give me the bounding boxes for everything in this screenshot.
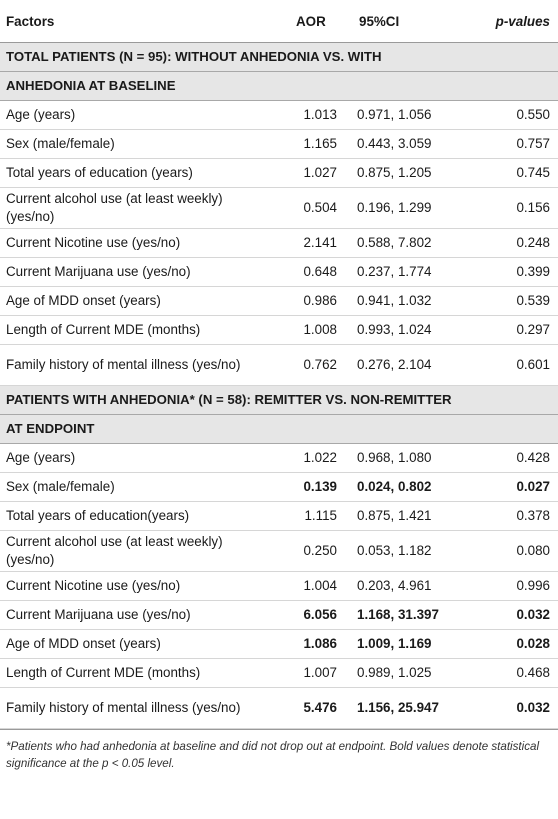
table-footnote: *Patients who had anhedonia at baseline and did not drop out at endpoint. Bold values denote statistical significance at the p < 0.05 level.: [0, 729, 558, 772]
section2-line1: PATIENTS WITH ANHEDONIA* (N = 58): REMITTER VS. NON-REMITTER: [0, 386, 558, 415]
pvalue-cell: 0.601: [460, 345, 558, 386]
section-header: [0, 386, 558, 415]
factor-cell: Sex (male/female): [0, 130, 276, 159]
pvalue-cell: 0.032: [460, 601, 558, 630]
table-row: [0, 345, 558, 386]
pvalue-cell: 0.156: [460, 188, 558, 229]
section1-line1: TOTAL PATIENTS (N = 95): WITHOUT ANHEDONIA VS. WITH: [0, 43, 558, 72]
table-row: [0, 659, 558, 688]
factor-cell: Length of Current MDE (months): [0, 316, 276, 345]
pvalue-cell: 0.428: [460, 444, 558, 473]
pvalue-cell: 0.027: [460, 473, 558, 502]
table-row: [0, 630, 558, 659]
ci-cell: 0.588, 7.802: [343, 229, 460, 258]
ci-cell: 1.156, 25.947: [343, 688, 460, 729]
pvalue-cell: 0.032: [460, 688, 558, 729]
ci-cell: 1.168, 31.397: [343, 601, 460, 630]
table-row: [0, 601, 558, 630]
aor-cell: 0.250: [276, 531, 343, 572]
header-factors: Factors: [0, 0, 276, 43]
factor-cell: Current Nicotine use (yes/no): [0, 229, 276, 258]
section1-line2: ANHEDONIA AT BASELINE: [0, 72, 558, 101]
aor-cell: 6.056: [276, 601, 343, 630]
aor-cell: 0.648: [276, 258, 343, 287]
ci-cell: 0.443, 3.059: [343, 130, 460, 159]
ci-cell: 0.968, 1.080: [343, 444, 460, 473]
header-row: [0, 0, 558, 43]
pvalue-cell: 0.996: [460, 572, 558, 601]
ci-cell: 0.875, 1.205: [343, 159, 460, 188]
aor-cell: 1.013: [276, 101, 343, 130]
pvalue-cell: 0.248: [460, 229, 558, 258]
pvalue-cell: 0.028: [460, 630, 558, 659]
factor-cell: Age of MDD onset (years): [0, 630, 276, 659]
pvalue-cell: 0.080: [460, 531, 558, 572]
pvalue-cell: 0.297: [460, 316, 558, 345]
table-row: [0, 130, 558, 159]
table-row: [0, 444, 558, 473]
section2-line2: AT ENDPOINT: [0, 415, 558, 444]
factor-cell: Current Marijuana use (yes/no): [0, 601, 276, 630]
section-header: [0, 72, 558, 101]
factor-cell: Current Marijuana use (yes/no): [0, 258, 276, 287]
aor-cell: 1.027: [276, 159, 343, 188]
ci-cell: 0.971, 1.056: [343, 101, 460, 130]
table-row: [0, 159, 558, 188]
table-row: [0, 188, 558, 229]
factor-cell: Total years of education(years): [0, 502, 276, 531]
aor-cell: 2.141: [276, 229, 343, 258]
aor-cell: 0.504: [276, 188, 343, 229]
table-row: [0, 572, 558, 601]
table-row: [0, 688, 558, 729]
factor-cell: Age (years): [0, 444, 276, 473]
table-row: [0, 229, 558, 258]
aor-cell: 0.139: [276, 473, 343, 502]
ci-cell: 0.237, 1.774: [343, 258, 460, 287]
factor-cell: Current Nicotine use (yes/no): [0, 572, 276, 601]
pvalue-cell: 0.378: [460, 502, 558, 531]
table-row: [0, 531, 558, 572]
aor-cell: 1.022: [276, 444, 343, 473]
table-row: [0, 287, 558, 316]
aor-cell: 0.762: [276, 345, 343, 386]
header-ci: 95%CI: [343, 0, 460, 43]
pvalue-cell: 0.539: [460, 287, 558, 316]
aor-cell: 0.986: [276, 287, 343, 316]
factor-cell: Length of Current MDE (months): [0, 659, 276, 688]
aor-cell: 1.008: [276, 316, 343, 345]
factor-cell: Age (years): [0, 101, 276, 130]
pvalue-cell: 0.468: [460, 659, 558, 688]
section-header: [0, 43, 558, 72]
table-row: [0, 101, 558, 130]
ci-cell: 0.203, 4.961: [343, 572, 460, 601]
factor-cell: Family history of mental illness (yes/no): [0, 345, 276, 386]
ci-cell: 0.989, 1.025: [343, 659, 460, 688]
table-row: [0, 473, 558, 502]
factor-cell: Current alcohol use (at least weekly) (yes/no): [0, 531, 276, 572]
aor-cell: 1.007: [276, 659, 343, 688]
table-row: [0, 502, 558, 531]
factor-cell: Family history of mental illness (yes/no): [0, 688, 276, 729]
ci-cell: 0.053, 1.182: [343, 531, 460, 572]
aor-cell: 5.476: [276, 688, 343, 729]
ci-cell: 0.993, 1.024: [343, 316, 460, 345]
ci-cell: 1.009, 1.169: [343, 630, 460, 659]
pvalue-cell: 0.757: [460, 130, 558, 159]
table-row: [0, 316, 558, 345]
aor-cell: 1.086: [276, 630, 343, 659]
section-header: [0, 415, 558, 444]
table-row: [0, 258, 558, 287]
pvalue-cell: 0.745: [460, 159, 558, 188]
ci-cell: 0.941, 1.032: [343, 287, 460, 316]
ci-cell: 0.875, 1.421: [343, 502, 460, 531]
factor-cell: Current alcohol use (at least weekly) (yes/no): [0, 188, 276, 229]
header-aor: AOR: [276, 0, 343, 43]
pvalue-cell: 0.399: [460, 258, 558, 287]
aor-cell: 1.004: [276, 572, 343, 601]
header-pvalues: p-values: [460, 0, 558, 43]
aor-cell: 1.165: [276, 130, 343, 159]
factor-cell: Sex (male/female): [0, 473, 276, 502]
factor-cell: Age of MDD onset (years): [0, 287, 276, 316]
pvalue-cell: 0.550: [460, 101, 558, 130]
aor-cell: 1.115: [276, 502, 343, 531]
ci-cell: 0.024, 0.802: [343, 473, 460, 502]
ci-cell: 0.276, 2.104: [343, 345, 460, 386]
factor-cell: Total years of education (years): [0, 159, 276, 188]
ci-cell: 0.196, 1.299: [343, 188, 460, 229]
